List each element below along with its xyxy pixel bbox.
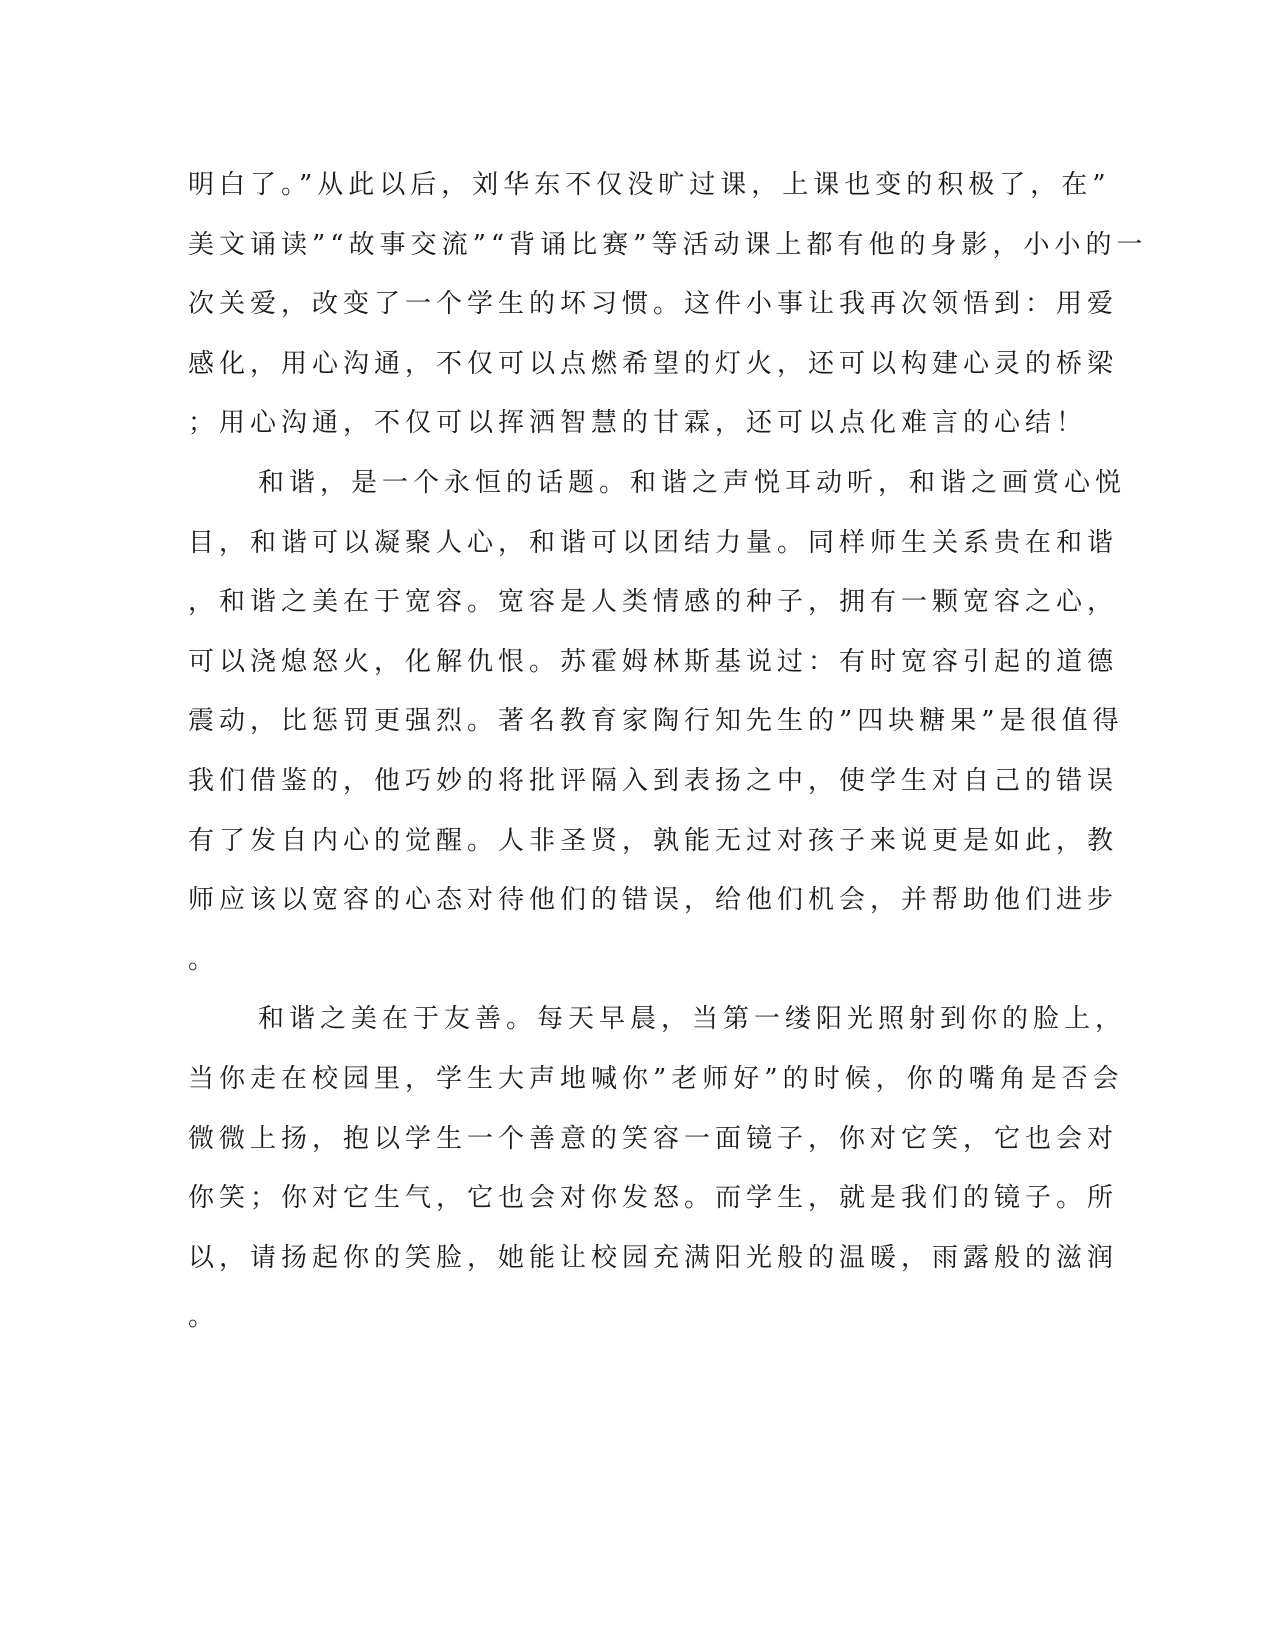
text-line: 我们借鉴的，他巧妙的将批评隔入到表扬之中，使学生对自己的错误 bbox=[188, 765, 1119, 796]
text-line: 你笑；你对它生气，它也会对你发怒。而学生，就是我们的镜子。所 bbox=[188, 1183, 1119, 1214]
text-line: 师应该以宽容的心态对待他们的错误，给他们机会，并帮助他们进步 bbox=[188, 885, 1119, 916]
text-line: ；用心沟通，不仅可以挥洒智慧的甘霖，还可以点化难言的心结！ bbox=[188, 408, 1088, 439]
document-body bbox=[188, 156, 1148, 1348]
text-line: 明白了。”从此以后，刘华东不仅没旷过课，上课也变的积极了，在” bbox=[188, 170, 1111, 200]
paragraph-2 bbox=[188, 454, 1127, 990]
text-line: 和谐之美在于友善。每天早晨，当第一缕阳光照射到你的脸上， bbox=[258, 1004, 1127, 1035]
text-line: 有了发自内心的觉醒。人非圣贤，孰能无过对孩子来说更是如此，教 bbox=[188, 825, 1119, 856]
text-line: 美文诵读”“故事交流”“背诵比赛”等活动课上都有他的身影，小小的一 bbox=[188, 229, 1148, 260]
text-line: 。 bbox=[188, 1302, 220, 1333]
text-line: 可以浇熄怒火，化解仇恨。苏霍姆林斯基说过：有时宽容引起的道德 bbox=[188, 646, 1119, 677]
text-line: 微微上扬，抱以学生一个善意的笑容一面镜子，你对它笑，它也会对 bbox=[188, 1123, 1119, 1154]
text-line: 。 bbox=[188, 944, 220, 975]
text-line: 当你走在校园里，学生大声地喊你”老师好”的时候，你的嘴角是否会 bbox=[188, 1063, 1124, 1094]
text-line: 震动，比惩罚更强烈。著名教育家陶行知先生的”四块糖果”是很值得 bbox=[188, 706, 1124, 737]
text-line: 感化，用心沟通，不仅可以点燃希望的灯火，还可以构建心灵的桥梁 bbox=[188, 348, 1119, 379]
paragraph-1 bbox=[188, 156, 1148, 454]
text-line: 和谐，是一个永恒的话题。和谐之声悦耳动听，和谐之画赏心悦 bbox=[258, 467, 1127, 498]
text-line: ，和谐之美在于宽容。宽容是人类情感的种子，拥有一颗宽容之心， bbox=[188, 587, 1119, 618]
paragraph-3 bbox=[188, 990, 1127, 1348]
text-line: 次关爱，改变了一个学生的坏习惯。这件小事让我再次领悟到：用爱 bbox=[188, 289, 1119, 320]
text-line: 以，请扬起你的笑脸，她能让校园充满阳光般的温暖，雨露般的滋润 bbox=[188, 1242, 1119, 1273]
text-line: 目，和谐可以凝聚人心，和谐可以团结力量。同样师生关系贵在和谐 bbox=[188, 527, 1119, 558]
